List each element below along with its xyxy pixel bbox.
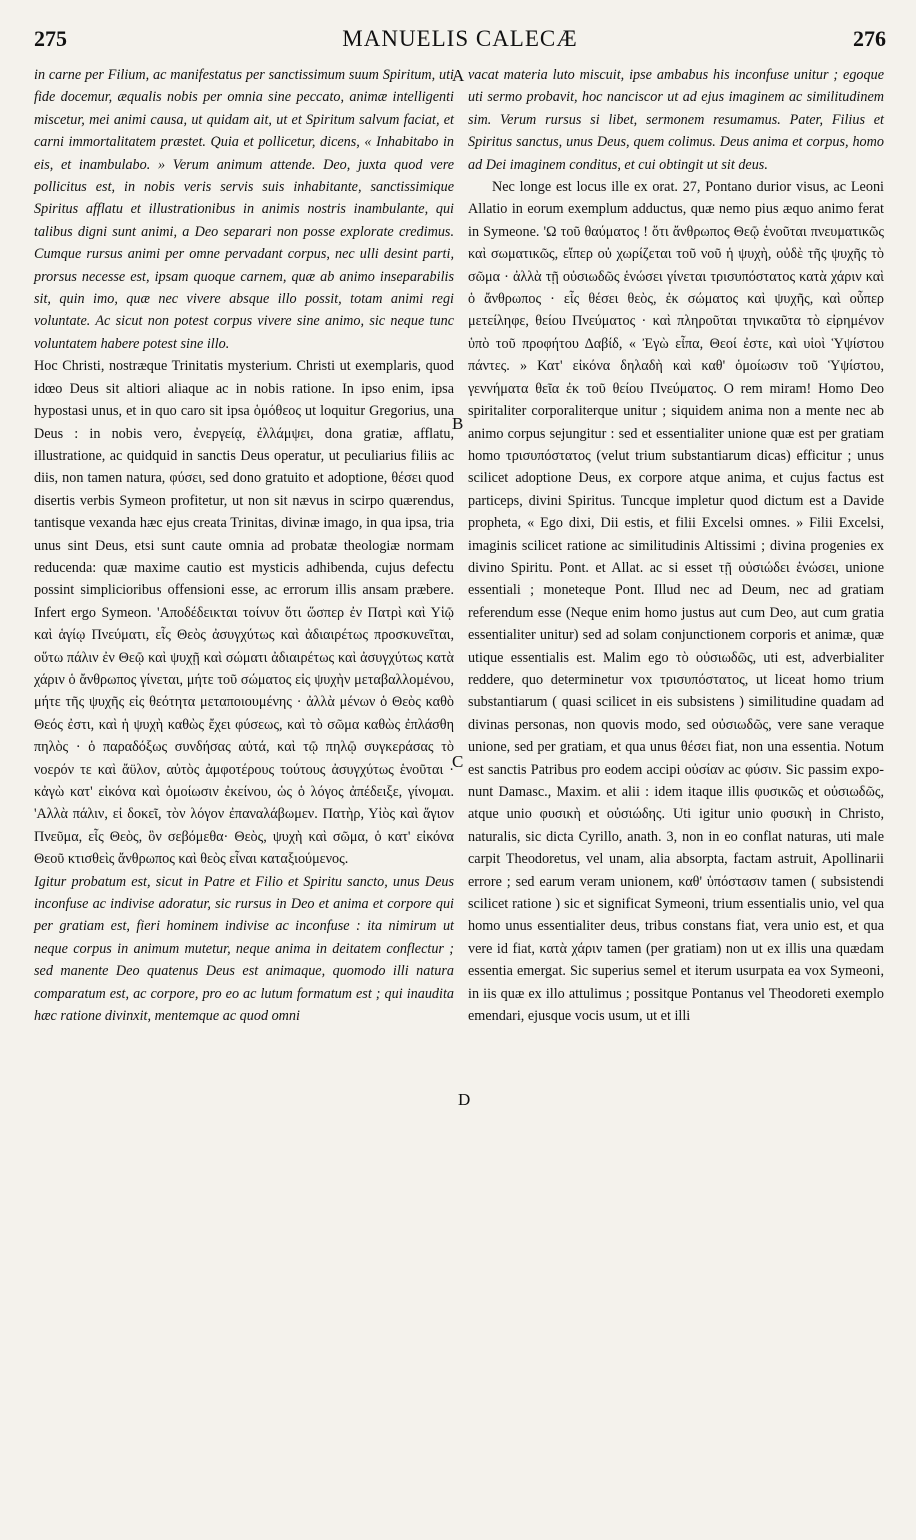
left-paragraph-3: Igitur probatum est, sicut in Patre et Filio et Spiritu sancto, unus Deus inconfuse ac indivise adoratur, sic rursus in Deo et anima et corpore qui per gratiam est, fieri hominem indivise ac inconfuse : ita nimirum ut neque corpus in animum mutetur, neque anima in deitatem conflectur ; sed manente Deo quatenus Deus est animaque, quomodo illi natura comparatum est, ac corpore, pro eo ac lutum formatum est ; qui inaudita hæc ratione divinxit, mentemque ac quod omni [34, 873, 454, 1025]
margin-marker-c: C [452, 752, 464, 771]
page-number-left: 275 [34, 26, 67, 51]
margin-marker-b: B [452, 414, 464, 433]
right-paragraph-2: Nec longe est locus ille ex orat. 27, Pontano durior visus, ac Leoni Allatio in eorum exemplum adductus, quæ nemo pius æquo animo ferat in Symeone. 'Ω τοῦ θαύματος ! ὅτι ἄνθρωπος Θεῷ ἑνοῦται πνευματικῶς καὶ σωματικῶς, εἴπερ οὐ χωρίζεται τοῦ νοῦ ἡ ψυχὴ, οὐδὲ τῆς ψυχῆς τὸ σῶμα · ἀλλὰ τῇ οὐσιωδῶς ἑνώσει γίνεται τρισυπόστατος κατὰ χάριν καὶ ὁ ἄνθρωπος · εἷς θέσει θεὸς, ἐκ σώματος καὶ ψυχῆς, καὶ οὗπερ μετείληφε, θείου Πνεύματος · καὶ πληροῦται τηνικαῦτα τὸ εἰρημένον ὑπὸ τοῦ προφήτου Δαβίδ, « Ἐγὼ εἶπα, Θεοί ἐστε, καὶ υἱοὶ Ὑψίστου πάντες. » Κατ' εἰκόνα δηλαδὴ καὶ καθ' ὁμοίωσιν τοῦ Ὑψίστου, γεννήματα θεῖα ἐκ τοῦ θείου Πνεύματος. O rem miram! Homo Deo spiritaliter corporaliterque unitur ; siquidem anima non a mente nec ab animo corpus sejungitur : sed et essentialiter unione quæ est per gratiam homo τρισυπόστατος (velut trium substantiarum dicas) efficitur ; unus scilicet adoptione Deus, ex corpore atque anima, et cujus factus est particeps, divini Spiritus. Tuncque impletur quod dictum est a Davide propheta, « Ego dixi, Dii estis, et filii Excelsi omnes. » Filii Excelsi, imaginis scilicet ratione ac similitudinis Altissimi ; divina progenies ex divino Spiritu. Pont. et Allat. ac si esset τῇ οὐσιώδει ἑνώσει, unione essentiali ; moneteque Pont. Illud nec ad Deum, nec ad gratiam referendum esse (Neque enim homo justus aut cum Deo, aut cum gratia essentialiter unitur) sed ad solam conjunctionem corporis et animæ, quæ utique essentialis est. Malim ego τὸ οὐσιωδῶς, uti est, adverbialiter reddere, quo determinetur vox τρισυπόστατος, ut liceat homo trium substantiarum ( quasi scilicet in eis subsistens ) similitudine quadam ad divinas personas, non quovis modo, sed οὐσιωδῶς, vere sane veraque unione, sed per gratiam, et qua unus θέσει fiat, non una essentia. Notum est sanctis Patribus pro eodem accipi οὐσίαν ac φύσιν. Sic passim expo-nunt Damasc., Maxim. et alii : idem itaque illis φυσικῶς et οὐσιωδῶς, atque unio φυσικὴ et οὐσιώδης. Uti igitur unio φυσικὴ in Christo, naturalis, sic dicta Cyrillo, anath. 3, non in eo conflat naturas, uti male carpit Theodoretus, vel unam, alia absorpta, factam astruit, Apollinarii errore ; sed earum veram unionem, καθ' ὑπόστασιν tamen ( subsistendi scilicet ratione ) sic et significat Symeoni, trium essentialis unio, vel qua homo unus essentialiter deus, tribus constans fiat, vera unio est, et qua vere id fiat, κατὰ χάριν tamen (per gratiam) non ut ex illis una quædam essentia emergat. Sic superius semel et iterum usurpata ea vox Symeoni, in iis quæ ex illo attulimus ; possitque Pontanus vel Theodoreti exemplo emendari, ejusque vocis usum, ut et illi [468, 179, 884, 1025]
left-paragraph-1: in carne per Filium, ac manifestatus per sanctissimum suum Spiritum, uti fide docemur, æqualis nobis per omnia sine peccato, animæ intelligenti miscetur, mei animi causa, ut quidam ait, ut et Spiritum salvum faciat, et carni immortalitatem præstet. Quia et pollicetur, dicens, « Inhabitabo in eis, et inambulabo. » Verum animum attende. Deo, juxta quod vere pollicitus est, in nobis veris servis suis inhabitante, sanctissimique Spiritus afflatu et illustrationibus in animis nostris inambulante, qui talibus digni sunt animi, a Deo separari non posse explorate credimus. Cumque rursus animi per omne pervadant corpus, nec ulli desint parti, prorsus necesse est, ipsam quoque carnem, quæ ab animo inseparabilis sit, quin imo, quæ nec vivere absque illo possit, totam animi regi voluntate. Ac sicut non potest corpus vivere sine animo, sic neque tunc voluntatem habere potest sine illo. [34, 67, 454, 352]
margin-marker-d: D [458, 1090, 471, 1109]
left-paragraph-2: Hoc Christi, nostræque Trinitatis mysterium. Christi ut exemplaris, quod idœo Deus sit altiori aliaque ac in nobis ratione. In ipso enim, ipsa hypostasi unus, et in quo caro sit ipsa ὁμόθεος ut loquitur Gregorius, una Deus : in nobis vero, ἐνεργείᾳ, ἐλλάμψει, dona gratiæ, afflatu, illustratione, ac quidquid in sanctis Deus operatur, ut peculiarius filiis ac diis, non tamen natura, φύσει, sed dono gratuito et adoptione, θέσει quod disertis verbis Symeon profitetur, ut non sit nævus in scirpo quærendus, tantisque vexanda hæc ejus creata Trinitas, divinæ imago, in qua ipsa, tria unus sint Deus, etsi sunt caute omnia ad probatæ theologiæ normam reducenda: quæ maxime cautio est mysticis adhibenda, cujus defectu possint simplicioribus offensioni esse, ac errorum illis ansam præbere. Infert ergo Symeon. 'Αποδέδεικται τοίνυν ὅτι ὥσπερ ἐν Πατρὶ καὶ Υἱῷ καὶ ἁγίῳ Πνεύματι, εἷς Θεὸς ἀσυγχύτως καὶ ἀδιαιρέτως προσκυνεῖται, οὕτω πάλιν ἐν Θεῷ καὶ ψυχῇ καὶ σώματι ἀδιαιρέτως καὶ ἀσυγχύτως κατὰ χάριν ὁ ἄνθρωπος γίνεται, μήτε τοῦ σώματος εἰς ψυχὴν μεταβαλλομένου, μήτε τῆς ψυχῆς εἰς θεότητα μεταποιουμένης · ἀλλὰ μένων ὁ Θεὸς καθὸ Θεός ἐστι, καὶ ἡ ψυχὴ καθὼς ἔχει φύσεως, καὶ τὸ σῶμα καθὼς ἐπλάσθη πηλὸς · ὁ παραδόξως συνδήσας αὐτά, καὶ τῷ πηλῷ συγκεράσας τὸ νοερόν τε καὶ ἄϋλον, αὐτὸς ἀμφοτέρους τούτους ἀσυγχύτως ἑνοῦται · κἀγὼ κατ' εἰκόνα καὶ ὁμοίωσιν ἐκείνου, ὡς ὁ λόγος ἀπέδειξε, γίνομαι. 'Αλλὰ πάλιν, εἰ δοκεῖ, τὸν λόγον ἐπαναλάβωμεν. Πατὴρ, Υἱὸς καὶ ἅγιον Πνεῦμα, εἷς Θεὸς, ὃν σεβόμεθα· Θεὸς, ψυχὴ καὶ σῶμα, ὁ κατ' εἰκόνα Θεοῦ κτισθεὶς ἄνθρωπος καὶ θεὸς εἶναι καταξιούμενος. [34, 358, 454, 868]
running-title: MANUELIS CALECÆ [342, 26, 578, 51]
right-column [468, 64, 884, 1027]
right-paragraph-1: vacat materia luto miscuit, ipse ambabus his inconfuse unitur ; egoque uti sermo probavit, hoc nanciscor ut ad ejus imaginem ac similitudinem sim. Verum rursus si libet, sermonem resumamus. Pater, Filius et Spiritus sanctus, unus Deus, quem colimus. Deus anima et corpus, homo ad Dei imaginem conditus, et cui obtingit ut sit deus. [468, 67, 884, 173]
margin-marker-a: A [452, 66, 465, 85]
page-number-right: 276 [853, 26, 886, 51]
running-header [34, 26, 886, 60]
left-column [34, 64, 454, 1027]
